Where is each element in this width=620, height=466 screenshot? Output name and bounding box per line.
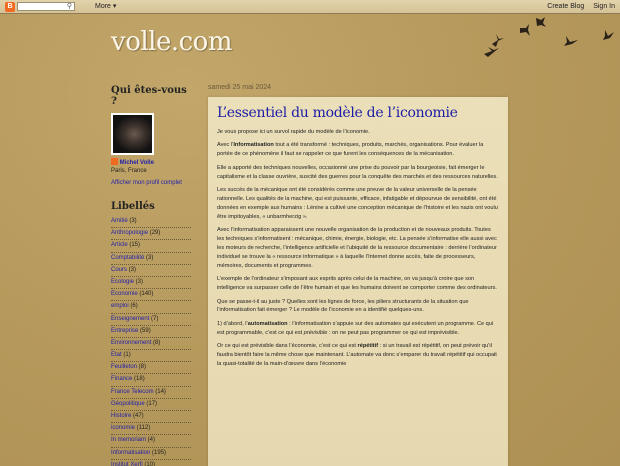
label-item — [111, 289, 191, 301]
blog-title[interactable]: volle.com — [111, 27, 232, 57]
label-item — [111, 423, 191, 435]
labels-list — [111, 216, 191, 466]
search-icon[interactable]: ⚲ — [66, 3, 72, 10]
label-count: (140) — [137, 291, 154, 298]
post-paragraph: 1) d’abord, l’automatisation : l’informatisation s’appuie sur des automates qui exécutent un programme. Ce qui est programmable, c’est ce qui est prévisible : on ne peut pas programmer ce qui est imprévisible. — [217, 320, 494, 336]
label-count: (3) — [127, 218, 137, 224]
label-link[interactable]: Comptabilité — [111, 254, 145, 261]
label-count: (1) — [121, 352, 131, 359]
blog-search-input[interactable] — [17, 2, 75, 11]
label-link[interactable]: Environnement — [111, 339, 152, 346]
label-item — [111, 326, 191, 338]
label-count: (14) — [153, 388, 166, 395]
post-body — [217, 128, 499, 369]
post-paragraph: Je vous propose ici un survol rapide du modèle de l’iconomie. — [217, 129, 370, 135]
label-item — [111, 265, 191, 277]
label-count: (6) — [128, 303, 138, 310]
label-link[interactable]: Informatisation — [111, 449, 151, 456]
label-item — [111, 387, 191, 399]
label-link[interactable]: iconomie — [111, 425, 136, 432]
label-count: (17) — [144, 400, 158, 407]
blogger-profile-icon — [111, 158, 118, 165]
profile-name-row — [111, 158, 191, 167]
label-count: (112) — [135, 425, 151, 432]
label-count: (3) — [144, 254, 154, 261]
post-paragraph: Elle a apporté des techniques nouvelles, occasionné une prise du pouvoir par la bourgeoisie, fait émerger le capitalisme et la classe ouvrière, suscité des guerres pour la conquête des marchés et des ressources naturelles. — [217, 164, 498, 180]
label-count: (29) — [148, 230, 161, 237]
labels-section-title: Libellés — [111, 201, 155, 212]
label-link[interactable]: Finance — [111, 376, 133, 383]
label-count: (8) — [151, 339, 161, 346]
label-item — [111, 314, 191, 326]
label-item — [111, 338, 191, 350]
post-paragraph: Avec l’Informatisation tout a été transformé : techniques, produits, marchés, organisations. Pour évaluer la portée de ce phénomène il faut se rappeler ce que furent les conséquences de la mécanisation. — [217, 142, 484, 158]
create-blog-link[interactable]: Create Blog — [547, 3, 585, 10]
more-menu-button[interactable]: More ▾ — [95, 3, 117, 10]
label-item — [111, 301, 191, 313]
label-link[interactable]: In memoriam — [111, 437, 147, 444]
label-count: (195) — [150, 449, 167, 456]
label-count: (3) — [127, 266, 137, 273]
label-link[interactable]: France Telecom — [111, 388, 154, 395]
sidebar — [111, 85, 191, 466]
blogger-logo-icon[interactable]: B — [5, 2, 15, 12]
label-link[interactable]: Ecologie — [111, 278, 135, 285]
label-link[interactable]: Article — [111, 242, 128, 249]
label-link[interactable]: Economie — [111, 291, 138, 298]
blogger-navbar — [0, 0, 620, 14]
label-item — [111, 253, 191, 265]
post-date: samedi 25 mai 2024 — [208, 84, 272, 91]
label-link[interactable]: Amitié — [111, 218, 128, 224]
post-title[interactable]: L’essentiel du modèle de l’iconomie — [217, 105, 458, 121]
label-count: (15) — [127, 242, 141, 249]
full-profile-link[interactable]: Afficher mon profil complet — [111, 180, 182, 186]
birds-decoration-icon — [440, 14, 620, 64]
label-item — [111, 399, 191, 411]
post-paragraph: Avec l’informatisation apparaissent une nouvelle organisation de la production et de nouveaux produits. Toutes les techniques s’informatisent : mécanique, chimie, énergie, biologie, etc. La pensée s’informatise elle aussi avec les moteurs de recherche, l’intelligence artificielle et l’ubiquité de la ressource documentaire : derrière l’ordinateur individuel se trouve la « ressource informatique » à laquelle l’Internet donne accès, faite de processeurs, mémoires, documents et programmes. — [217, 227, 497, 269]
post-paragraph: Que se passe-t-il au juste ? Quelles sont les lignes de force, les piliers structurants de la situation que l’informatisation fait émerger ? Le modèle de l’iconomie en a identifié quelques-uns. — [217, 298, 469, 314]
profile-photo[interactable] — [111, 113, 154, 155]
label-link[interactable]: Etat — [111, 352, 122, 359]
label-link[interactable]: Histoire — [111, 413, 132, 419]
label-item — [111, 216, 191, 228]
label-link[interactable]: Géopolitique — [111, 400, 145, 407]
label-link[interactable]: Institut Xerfi — [111, 461, 143, 466]
label-item — [111, 448, 191, 460]
label-link[interactable]: Cours — [111, 266, 128, 273]
label-link[interactable]: Feuilleton — [111, 364, 138, 371]
label-count: (59) — [138, 327, 151, 334]
label-count: (18) — [132, 376, 145, 383]
sign-in-link[interactable]: Sign In — [593, 3, 615, 10]
profile-location: Paris, France — [111, 168, 147, 174]
label-count: (8) — [137, 364, 147, 371]
label-count: (4) — [146, 437, 156, 444]
label-item — [111, 435, 191, 447]
label-count: (47) — [131, 413, 144, 419]
label-link[interactable]: Entreprise — [111, 327, 139, 334]
label-link[interactable]: Anthropologie — [111, 230, 149, 237]
label-link[interactable]: Enseignement — [111, 315, 150, 322]
post-paragraph: L’exemple de l’ordinateur s’imposant aux esprits après celui de la machine, on va jusqu’à croire que son intelligence va surpasser celle de l’être humain et que les humains doivent se comporter comme des ordinateurs. — [217, 276, 497, 292]
label-item — [111, 411, 191, 423]
profile-section-title: Qui êtes-vous ? — [111, 85, 187, 107]
post-paragraph: Or ce qui est prévisible dans l’économie, c’est ce qui est répétitif : si un travail est répétitif, on peut prévoir qu’il faudra bientôt faire la même chose que maintenant. L’automate va donc s’emparer du travail répétitif qui occupait la quasi-totalité de la main-d’œuvre dans l’économie — [217, 343, 497, 367]
label-item — [111, 374, 191, 386]
profile-name-link[interactable]: Michel Volle — [119, 160, 154, 166]
label-link[interactable]: emploi — [111, 303, 129, 310]
label-item — [111, 350, 191, 362]
label-count: (3) — [134, 278, 144, 285]
label-item — [111, 240, 191, 252]
label-count: (7) — [149, 315, 159, 322]
label-item — [111, 277, 191, 289]
label-item — [111, 228, 191, 240]
label-item — [111, 460, 191, 466]
post-paragraph: Les succès de la mécanique ont été considérés comme une preuve de la valeur universelle de la pensée rationnelle. Les qualités de la machine, qui est puissante, efficace, infatigable et dépourvue de sensibilité, ont été données en exemple aux humains : Lénine a cultivé une conception mécanique de l’histoire et les nazis ont voulu être impitoyables, « unbarmherzig ». — [217, 187, 498, 220]
blog-post — [208, 97, 508, 466]
label-count: (10) — [142, 461, 156, 466]
label-item — [111, 362, 191, 374]
